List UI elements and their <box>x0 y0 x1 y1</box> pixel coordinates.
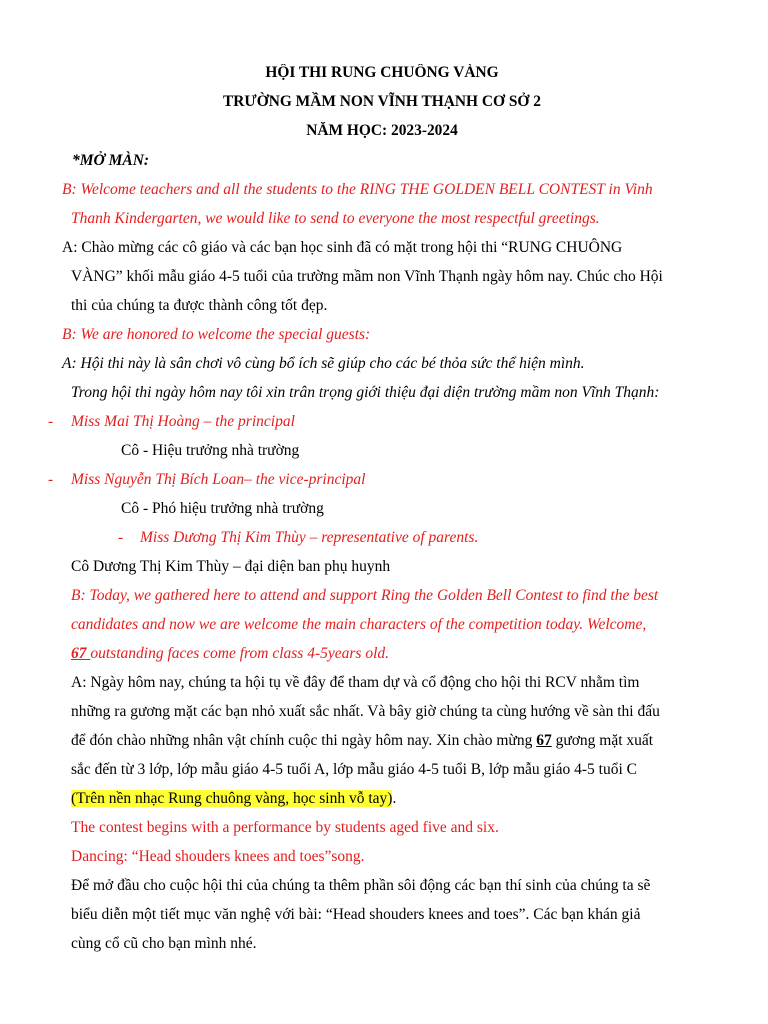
speaker-b-line-3a: B: Today, we gathered here to attend and support Ring the Golden Bell Contest to find the best <box>71 587 659 604</box>
contest-begins-line: The contest begins with a performance by students aged five and six. <box>71 819 499 836</box>
period: . <box>392 790 397 807</box>
list-dash: - <box>48 413 54 430</box>
guest-intro: Trong hội thi ngày hôm nay tôi xin trân trọng giới thiệu đại diện trường mầm non Vĩnh Thạnh: <box>71 384 660 401</box>
speaker-a-line-3d: sắc đến từ 3 lớp, lớp mẫu giáo 4-5 tuổi A, lớp mẫu giáo 4-5 tuổi B, lớp mẫu giáo 4-5 tuổi C <box>71 761 637 778</box>
closing-paragraph-line-2: biểu diễn một tiết mục văn nghệ với bài: “Head shouders knees and toes”. Các bạn khán giả <box>71 906 641 923</box>
speaker-a-line-1c: thi của chúng ta được thành công tốt đẹp. <box>71 297 328 314</box>
guest-1-english: Miss Mai Thị Hoàng – the principal <box>71 413 295 430</box>
participant-count: 67 <box>536 732 552 749</box>
speaker-b-line-1b: Thanh Kindergarten, we would like to send to everyone the most respectful greetings. <box>71 210 600 227</box>
guest-3-english: Miss Dương Thị Kim Thùy – representative of parents. <box>140 529 479 546</box>
guest-1-vietnamese: Cô - Hiệu trưởng nhà trường <box>121 442 300 459</box>
speaker-b-line-3c <box>71 644 389 664</box>
speaker-a-line-3c-text: để đón chào những nhân vật chính cuộc thi ngày hôm nay. Xin chào mừng <box>71 732 537 749</box>
speaker-a-line-1b: VÀNG” khối mẫu giáo 4-5 tuổi của trường mầm non Vĩnh Thạnh ngày hôm nay. Chúc cho Hội <box>71 268 663 285</box>
speaker-a-line-3e <box>71 789 396 809</box>
closing-paragraph-line-1: Để mở đầu cho cuộc hội thi của chúng ta thêm phần sôi động các bạn thí sinh của chúng ta sẽ <box>71 877 651 894</box>
guest-2-english: Miss Nguyễn Thị Bích Loan– the vice-principal <box>71 471 366 488</box>
guest-3-vietnamese: Cô Dương Thị Kim Thùy – đại diện ban phụ huynh <box>71 558 391 575</box>
speaker-a-line-3a: A: Ngày hôm nay, chúng ta hội tụ về đây để tham dự và cổ động cho hội thi RCV nhằm tìm <box>71 674 640 691</box>
speaker-b-line-3b: candidates and now we are welcome the main characters of the competition today. Welcome, <box>71 616 647 633</box>
speaker-b-line-1a: B: Welcome teachers and all the students to the RING THE GOLDEN BELL CONTEST in Vinh <box>62 181 653 198</box>
closing-paragraph-line-3: cùng cổ cũ cho bạn mình nhé. <box>71 935 257 952</box>
speaker-a-line-1a: A: Chào mừng các cô giáo và các bạn học sinh đã có mặt trong hội thi “RUNG CHUÔNG <box>62 239 623 256</box>
stage-direction-highlight: (Trên nền nhạc Rung chuông vàng, học sinh vỗ tay) <box>71 790 393 807</box>
participant-count: 67 <box>71 645 91 662</box>
title-school: TRƯỜNG MẦM NON VĨNH THẠNH CƠ SỞ 2 <box>223 93 541 110</box>
guest-2-vietnamese: Cô - Phó hiệu trưởng nhà trường <box>121 500 324 517</box>
speaker-a-line-3c-end: gương mặt xuất <box>551 732 654 749</box>
speaker-b-line-2: B: We are honored to welcome the special guests: <box>62 326 371 343</box>
list-dash: - <box>118 529 124 546</box>
list-dash: - <box>48 471 54 488</box>
speaker-a-line-3b: những ra gương mặt các bạn nhỏ xuất sắc nhất. Và bây giờ chúng ta cùng hướng về sàn thi đấu <box>71 703 660 720</box>
title-contest: HỘI THI RUNG CHUÔNG VÀNG <box>265 64 499 81</box>
speaker-a-line-2: A: Hội thi này là sân chơi vô cùng bổ ích sẽ giúp cho các bé thỏa sức thể hiện mình. <box>62 355 585 372</box>
opening-label: *MỞ MÀN: <box>72 152 150 169</box>
title-school-year: NĂM HỌC: 2023-2024 <box>306 122 458 139</box>
speaker-b-line-3c-text: outstanding faces come from class 4-5years old. <box>90 645 389 662</box>
dancing-line: Dancing: “Head shouders knees and toes”song. <box>71 848 365 865</box>
speaker-a-line-3c <box>71 731 653 751</box>
